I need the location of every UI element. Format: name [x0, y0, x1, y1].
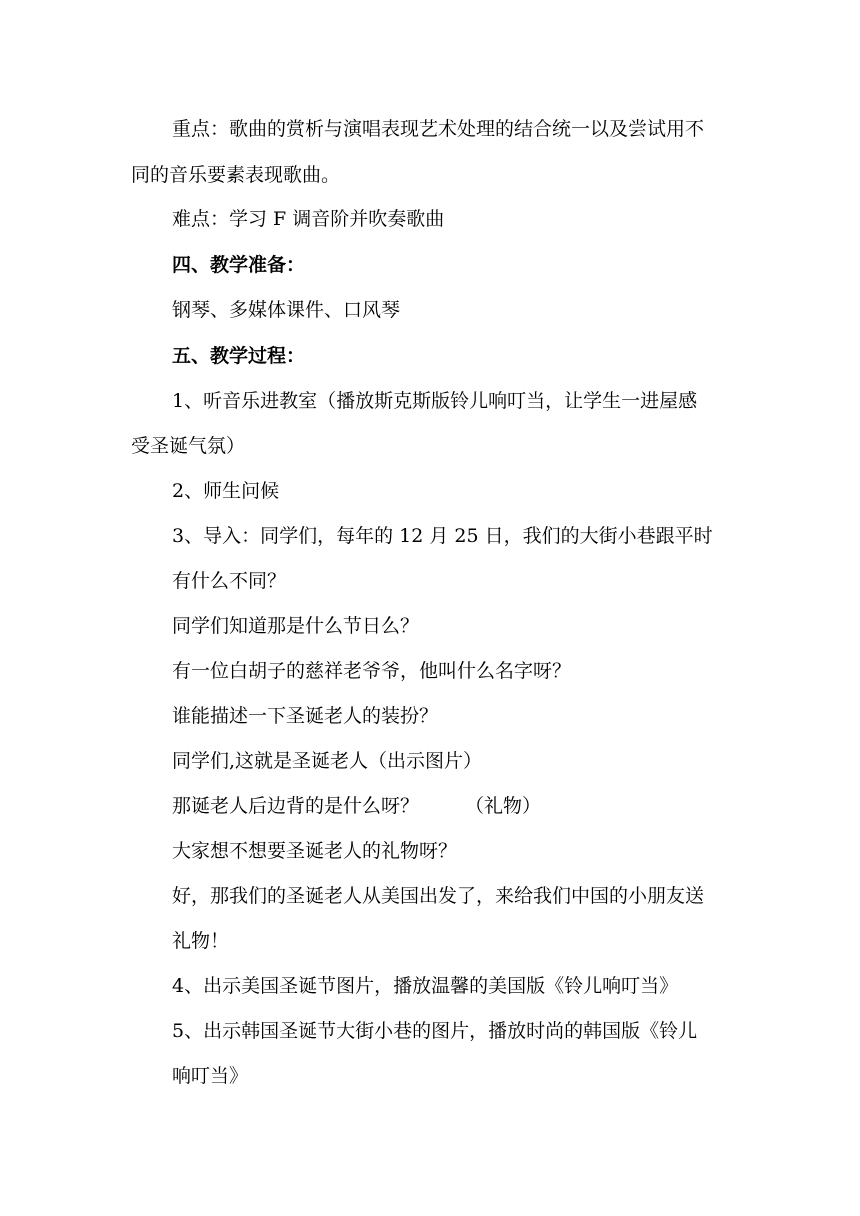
section-5-heading: 五、教学过程： [172, 345, 306, 367]
step-1-line-1: 1、听音乐进教室（播放斯克斯版铃儿响叮当，让学生一进屋感 [172, 390, 698, 412]
question-6: 大家想不想要圣诞老人的礼物呀？ [172, 840, 458, 862]
question-7-line-1: 好，那我们的圣诞老人从美国出发了，来给我们中国的小朋友送 [172, 885, 705, 907]
question-7-line-2: 礼物！ [172, 930, 230, 952]
step-3-line-2: 有什么不同？ [172, 570, 287, 592]
question-3: 谁能描述一下圣诞老人的装扮？ [172, 705, 439, 727]
focus-line-2: 同的音乐要素表现歌曲。 [131, 164, 341, 186]
step-1-line-2: 受圣诞气氛） [131, 435, 246, 457]
focus-line-1: 重点：歌曲的赏析与演唱表现艺术处理的结合统一以及尝试用不 [172, 118, 705, 140]
question-2: 有一位白胡子的慈祥老爷爷，他叫什么名字呀？ [172, 660, 572, 682]
step-2-line: 2、师生问候 [172, 480, 280, 502]
question-5-answer: （礼物） [465, 795, 542, 817]
section-4-heading: 四、教学准备： [172, 254, 306, 276]
step-4-line: 4、出示美国圣诞节图片，播放温馨的美国版《铃儿响叮当》 [172, 975, 679, 997]
step-5-line-1: 5、出示韩国圣诞节大街小巷的图片，播放时尚的韩国版《铃儿 [172, 1020, 698, 1042]
question-5: 那诞老人后边背的是什么呀？ [172, 795, 420, 817]
step-3-line-1: 3、导入：同学们，每年的 12 月 25 日，我们的大街小巷跟平时 [172, 525, 713, 547]
difficulty-line: 难点：学习 F 调音阶并吹奏歌曲 [172, 208, 445, 230]
section-4-items: 钢琴、多媒体课件、口风琴 [172, 299, 401, 321]
step-5-line-2: 响叮当》 [172, 1065, 249, 1087]
question-1: 同学们知道那是什么节日么？ [172, 615, 420, 637]
question-4: 同学们,这就是圣诞老人（出示图片） [172, 750, 483, 772]
